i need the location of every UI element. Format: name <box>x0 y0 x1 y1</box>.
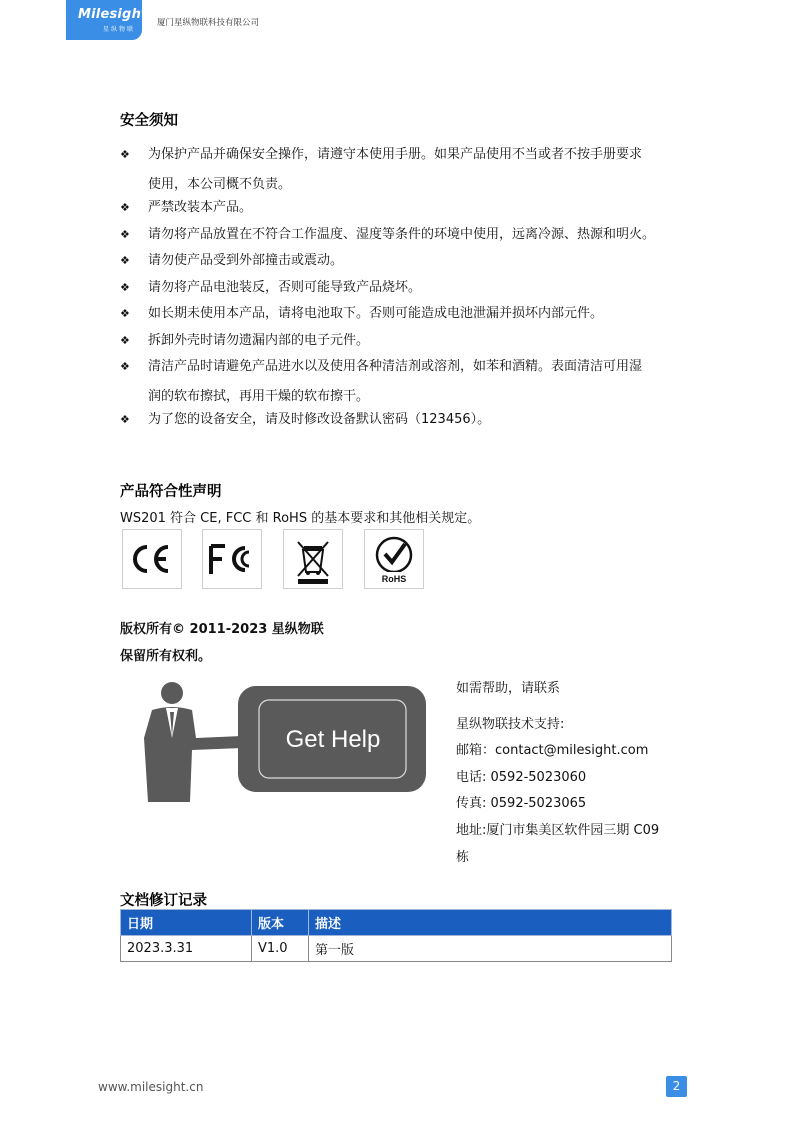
support-address: 地址:厦门市集美区软件园三期 C09 <box>456 823 660 838</box>
rights-reserved: 保留所有权利。 <box>120 649 212 664</box>
svg-text:RoHS: RoHS <box>381 574 407 584</box>
support-fax: 传真: 0592-5023065 <box>456 796 587 811</box>
header-date: 日期 <box>121 910 252 936</box>
support-address-continued: 栋 <box>456 850 470 865</box>
bullet-diamond-icon: ❖ <box>120 360 130 373</box>
row-description: 第一版 <box>309 936 672 962</box>
bullet-diamond-icon: ❖ <box>120 413 130 426</box>
revision-header-row <box>121 910 672 936</box>
bullet-diamond-icon: ❖ <box>120 254 130 267</box>
weee-bin-logo <box>283 529 343 589</box>
row-version: V1.0 <box>252 936 309 962</box>
support-email: 邮箱：contact@milesight.com <box>456 743 649 758</box>
bullet-diamond-icon: ❖ <box>120 228 130 241</box>
support-phone: 电话: 0592-5023060 <box>456 770 587 785</box>
get-help-illustration <box>120 678 440 804</box>
support-label: 星纵物联技术支持: <box>456 717 565 732</box>
compliance-statement: WS201 符合 CE, FCC 和 RoHS 的基本要求和其他相关规定。 <box>120 511 481 526</box>
bullet-diamond-icon: ❖ <box>120 334 130 347</box>
bullet-diamond-icon: ❖ <box>120 201 130 214</box>
bullet-diamond-icon: ❖ <box>120 148 130 161</box>
table-row <box>121 936 672 962</box>
compliance-title: 产品符合性声明 <box>120 484 222 500</box>
svg-text:Get Help: Get Help <box>285 726 381 753</box>
safety-item-1-continued: 使用，本公司概不负责。 <box>148 177 292 192</box>
bullet-diamond-icon: ❖ <box>120 281 130 294</box>
copyright-line: 版权所有© 2011-2023 星纵物联 <box>120 622 324 637</box>
header-description: 描述 <box>309 910 672 936</box>
safety-title: 安全须知 <box>120 113 178 129</box>
page-number: 2 <box>666 1076 687 1097</box>
fcc-logo <box>202 529 262 589</box>
contact-intro: 如需帮助，请联系 <box>456 681 561 696</box>
header-version: 版本 <box>252 910 309 936</box>
rohs-logo <box>364 529 424 589</box>
row-date: 2023.3.31 <box>121 936 252 962</box>
logo-text: Milesight <box>78 7 148 22</box>
footer-url: www.milesight.cn <box>98 1080 204 1094</box>
revision-table <box>120 909 672 962</box>
milesight-logo <box>66 0 148 40</box>
revision-title: 文档修订记录 <box>120 893 207 909</box>
bullet-diamond-icon: ❖ <box>120 307 130 320</box>
company-name: 厦门星纵物联科技有限公司 <box>157 18 260 28</box>
logo-subtext: 星纵物联 <box>103 26 136 33</box>
ce-logo <box>122 529 182 589</box>
safety-item-8-continued: 润的软布擦拭，再用干燥的软布擦干。 <box>148 389 370 404</box>
